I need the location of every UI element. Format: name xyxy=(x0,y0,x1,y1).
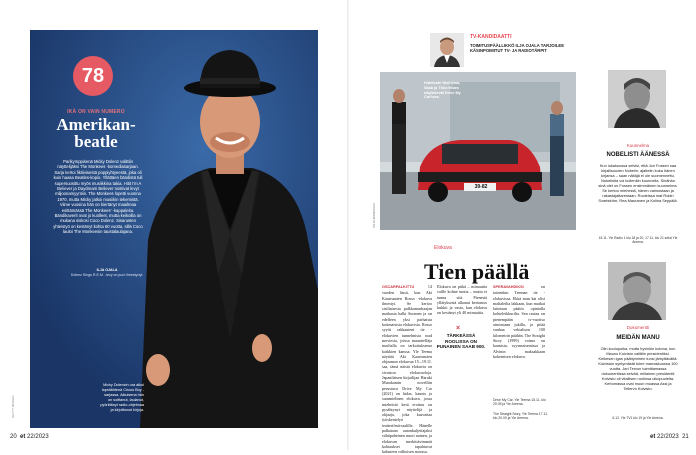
side-headline-2: MEIDÄN MANU xyxy=(616,335,660,341)
page-number-right xyxy=(650,434,689,440)
side-headline-1: NOBELISTI ÄÄNESSÄ xyxy=(606,152,670,158)
article-title xyxy=(48,116,144,150)
column-kicker: TV-KANDIDAATTI xyxy=(470,34,512,40)
column-lead-3: SPERAVAHDIKSI xyxy=(493,285,524,289)
side-kicker-2: Dokumentti xyxy=(626,325,650,330)
plate-text: 39-82 xyxy=(474,184,488,190)
page-number-r: 21 xyxy=(682,434,689,440)
side-meta-1: 15.11. Yle Radio 1 klo 18 ja 20, 17.11. klo 21 sekä Yle Areena. xyxy=(598,236,678,245)
photo-caption-right: Hidetoshi Nishijima, Saab ja Tôko Miura näyttelevät Drive My Car'issa. xyxy=(424,81,461,100)
article-column-1 xyxy=(382,284,432,455)
koivisto-portrait xyxy=(608,262,666,320)
editor-avatar xyxy=(430,33,464,67)
side-body-2: Olin koulupoika, mutta hyvinkin kotona, kun Mauno Koivisto valittiin presidentiksi. Kelkesen igan päättyminen tunsi järkyttävältä. Koiviston syntymästä tulee marraskuussa 100 vuotta. Jari Tervon toimittamassa dokumentissa selvää, millainen presidentti Koivisto oli vitallisen roolinsa ulkopuolelta. Kertomassa ovat muun muassa Assi ja Tellervo Koivisto. xyxy=(598,346,678,391)
nobelist-portrait xyxy=(608,70,666,128)
side-body-1: Kun lokakuussa selvisi, että Jon Fossen saa kirjallisuuden Nobelin, ajattelin kuka hänen kirjansa – saan näitäjä ei ole suomennettu. Nobelistia voi kuitenkin kuunnella. Sinähän sinä olet on Fossen ensimmäinen kuunnelma. Se kertoo miehestä, hänen vaimostaan ja rakastajattarestaan. Rooleissa mat Robin Svartström, Rea Mauranen ja Kolina Seppälä. xyxy=(598,163,678,203)
documentary-portrait-icon xyxy=(608,262,666,320)
author-credit xyxy=(70,268,144,277)
section-label: Elokuva xyxy=(434,245,452,251)
page-number: 20 xyxy=(10,434,17,440)
page-gutter xyxy=(347,0,349,450)
pull-quote: TÄRKEÄSSÄ ROOLISSA ON PUNAINEN SAAB 900. xyxy=(436,333,486,350)
page-number-left xyxy=(10,434,49,440)
column-subtitle: TOIMITUSPÄÄLLIKKÖ ILJA OJALA TARJOILEE KÄSINPOIMITUT TV- JA RADIOTÄRPIT xyxy=(470,43,564,54)
side-kicker-1: Kuunnelma xyxy=(626,143,650,148)
credit-note: Dolenz Sings R.E.M. -levy on juuri ilmestynyt. xyxy=(70,272,144,277)
magazine-name-right: et xyxy=(650,434,656,440)
movie-still-photo xyxy=(380,72,576,230)
article-title-right: Tien päällä xyxy=(424,259,530,284)
title-line-2: beatle xyxy=(74,132,118,151)
editor-portrait-icon xyxy=(430,33,464,67)
article-column-3 xyxy=(493,284,545,394)
author-portrait-icon xyxy=(608,70,666,128)
pull-quote-mark: × xyxy=(456,325,461,332)
column-text: 14 vuoden lässä, kun Aki Kaurismäen Rosso -elokuva ilmestyi. Se kertoo sisiliaisesta palkkamurhaajan matkasta halki Suomen ja on edelleen yksi parhaista kotimaisista elokuvista. Rosso syytti rakkauteni tie -elokuvien tunnelmista road moviesta, joissa maantielläja marlialla on tarkoituksensa kaikkien kanssa. Yle Teema näyttää Aki Kaurismäen ohjaamaa elokuvaa 15.–19.11. saa, tämä näistä elokuvia on sivuston elokuvaoloja. Japanilaisen kirjailijan Haruki Murakamin novelliin perustuva Drive My Car (2021) on hidas, kaunis ja surumielinen elokuva, jossa mieheistä kesä erottuu on pysähtynyt näyttelijä ja ohjaaja, joka kasvattaa työskentelyä teatterifestivaalille. Hänelle palkataan autonkuljettajaksi vähäpuheinen nuori nainen, ja elokuvan merkittävimmät kohtaukset tapahtuvat kuluneen valkoisen autossa. xyxy=(382,284,432,455)
article-body: Parikymppisenä Micky Dolenz valittiin näyttelijäksi The Monkees -komediasarjaan. Sarja kertoi fiktiivisestä poppiyhtyeestä, joka oli kuin haasa Beatles-kopio. Yllättäen bändistä tuli supersuosittu myös musiikkina takia. Hitit I'm A Believer ja Daydream Believer nostivat levyt miljoonamyyntiin. The Monkees lopetti vuonna 1970, mutta Micky jatkoi musiikin tekemistä. Viime vuosina hän on kiertänyt maailmaa esittämässä The Monkees' -kappaleita. Bändikaverit ovat jo kuolleet, mutta keikoilla on mukana siskosi Coco Dolenz. Sisarusten yhteistyö on kestänyt kohta 60 vuotta, sillä Coco lauloi The Monkeesin taustalaulajana. xyxy=(53,159,143,235)
title-line-1: Amerikan- xyxy=(56,115,136,134)
side-meta-2: 6.12. Yle TV1 klo 19 ja Yle Areena. xyxy=(612,416,664,420)
photo-credit-left: GETTY IMAGES xyxy=(11,395,15,418)
broadcast-listing-1: Drive My Car, Yle Teema 15.11. klo 20.05 ja Yle Areena. xyxy=(493,398,546,407)
broadcast-listing-2: The Straight Story, Yle Teema 17.11. klo 20.00 ja Yle Areena. xyxy=(493,412,548,421)
article-column-2: Elokuva on pitkä – minuuttia vaille kolme tuntia – mutta ei tunnu sitä. Pienestä yllätyksestä alkanut kertomus kukkii ja vasta, kun elokuva on kestänyt yli 40 minuuttia. xyxy=(437,284,487,316)
column-lead: OSCARPALKITTU xyxy=(382,285,415,289)
issue-number-right: 22/2023 xyxy=(657,434,679,440)
column-text-3: on toinenkin Teeman tie -elokuvissa. Ekkä mun kai olisi maltaleilta lakkaan, kun mutkat laitetaan päätös opintalla kohteleikkurilta. Sen rautaa on pienempään tv-vuotiso ainoastaan jukilla, ja pitää vanhaa vekialisen 100 kilometrin päähän. The Straight Story (1999) voima on kaunista, syysmaisemissa ja Alvinin maksakkaan kokemisen elokuva. xyxy=(493,284,545,359)
author-name: ILJA OJALA xyxy=(96,268,118,272)
left-page-panel xyxy=(30,30,318,428)
photo-caption: Micky Dolenzin ura alkoi lapsitähtenä Circus Boy -sarjassa. Aikuisena hän on soittanut, laulanut, pyörittänyt radio-ohjelmaa ja kirjoittanut kirjoja. xyxy=(100,383,144,412)
car-scene-image xyxy=(380,72,576,230)
photo-credit-right: ITA FILMIPAKKAUS xyxy=(372,203,376,228)
magazine-name: et xyxy=(20,434,26,440)
article-kicker: IKÄ ON VAIN NUMERO xyxy=(67,109,125,115)
age-badge: 78 xyxy=(73,56,113,96)
issue-number: 22/2023 xyxy=(27,434,49,440)
